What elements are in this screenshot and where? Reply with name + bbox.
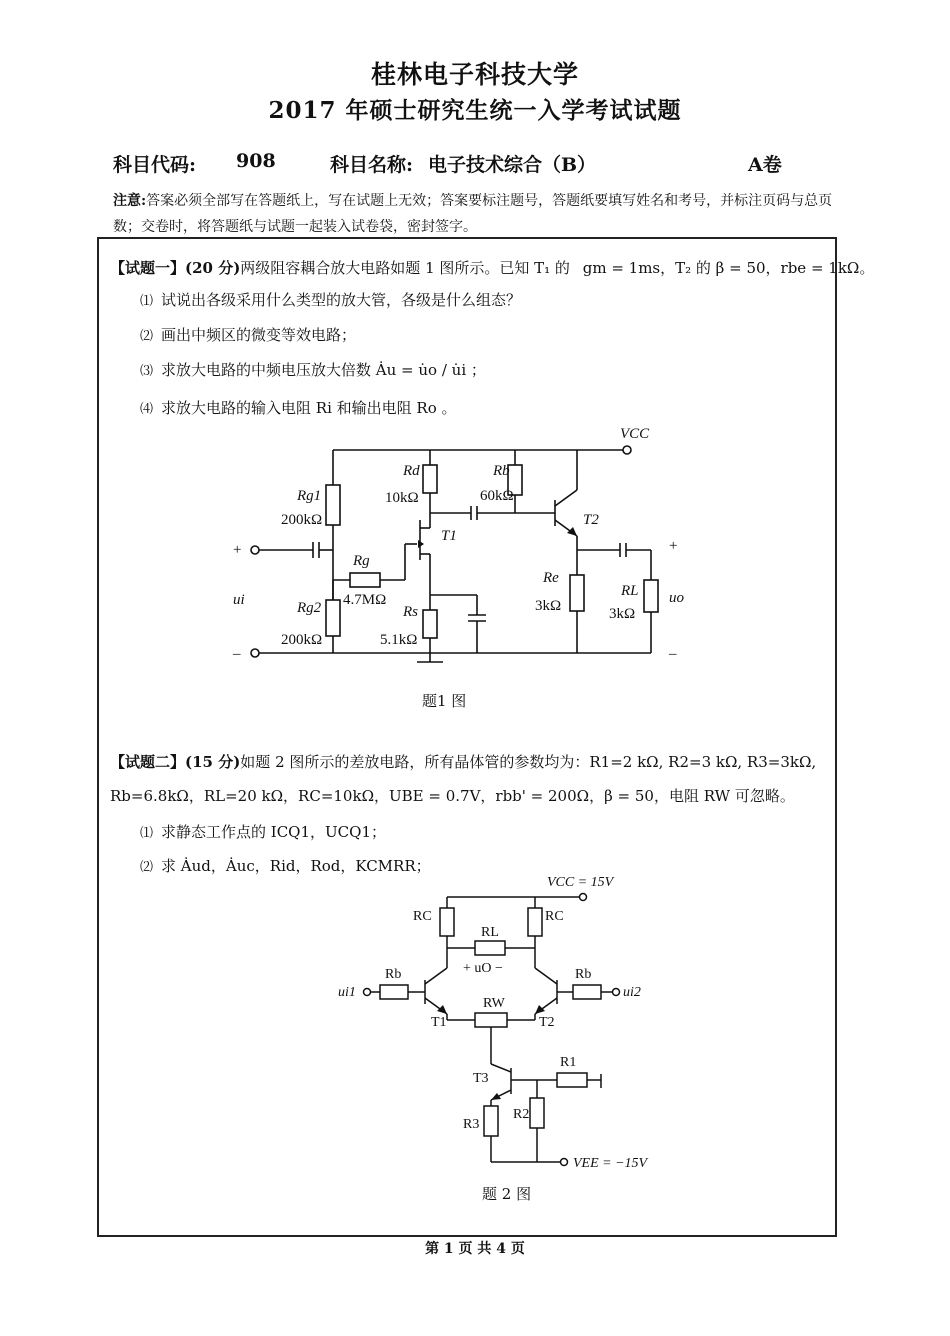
subject-code-label: 科目代码: (113, 154, 197, 176)
fig2-rb-left: Rb (385, 967, 402, 982)
fig2-r3: R3 (463, 1117, 480, 1132)
fig2-t3: T3 (473, 1071, 489, 1086)
q1-stem-text: 两级阻容耦合放大电路如题 1 图所示。已知 T₁ 的 (240, 259, 570, 277)
fig1-rg1: Rg1 (297, 488, 322, 504)
fig1-ui: ui (233, 592, 245, 608)
q1-label: 【试题一】(20 分) (110, 259, 241, 277)
fig1-rl: RL (621, 583, 639, 599)
q1-stem (110, 258, 874, 278)
fig1-rg1-val: 200kΩ (281, 512, 323, 528)
fig1-rg: Rg (353, 553, 370, 569)
subject-name-label: 科目名称: (330, 154, 414, 176)
notice (113, 188, 833, 240)
fig1-rd-val: 10kΩ (385, 490, 419, 506)
fig1-re: Re (543, 570, 559, 586)
paper-version: A卷 (748, 154, 782, 176)
fig2-rw: RW (483, 996, 505, 1011)
fig1-t2: T2 (583, 512, 599, 528)
figure2-circuit (335, 868, 665, 1183)
fig2-rb-right: Rb (575, 967, 592, 982)
fig1-rg2: Rg2 (297, 600, 322, 616)
figure1-caption: 题1 图 (422, 692, 467, 710)
fig1-rb-val: 60kΩ (480, 488, 514, 504)
fig2-ui1: ui1 (338, 985, 356, 1000)
fig1-rb: Rb (493, 463, 510, 479)
fig1-minus-in: – (233, 646, 241, 662)
notice-label: 注意: (113, 193, 147, 209)
fig2-rc-left: RC (413, 909, 432, 924)
fig2-rc-right: RC (545, 909, 564, 924)
q1-item: ⑵ 画出中频区的微变等效电路； (140, 326, 357, 344)
fig1-t1: T1 (441, 528, 457, 544)
figure2-caption: 题 2 图 (482, 1185, 532, 1203)
q1-params: gm = 1ms，T₂ 的 β = 50，rbe = 1kΩ。 (582, 259, 875, 277)
fig1-uo: uo (669, 590, 684, 606)
q2-stem2: Rb=6.8kΩ，RL=20 kΩ，RC=10kΩ，UBE = 0.7V，rbb' = 200Ω，β = 50，电阻 RW 可忽略。 (110, 787, 795, 805)
subject-name: 电子技术综合（B） (428, 154, 597, 176)
fig2-vcc: VCC = 15V (547, 875, 614, 890)
fig1-re-val: 3kΩ (535, 598, 562, 614)
q1-item: ⑷ 求放大电路的输入电阻 Ri 和输出电阻 Ro 。 (140, 399, 457, 417)
fig1-vcc: VCC (620, 426, 650, 442)
fig2-t1: T1 (431, 1015, 447, 1030)
q2-item: ⑵ 求 Ȧud，Ȧuc，Rid，Rod，KCMRR； (140, 857, 431, 875)
fig1-plus-in: + (233, 542, 242, 558)
fig2-vee: VEE = −15V (573, 1156, 648, 1171)
fig1-rs: Rs (403, 604, 418, 620)
fig2-rl: RL (481, 925, 499, 940)
fig1-plus-out: + (669, 538, 678, 554)
fig1-rd: Rd (403, 463, 420, 479)
fig2-r1: R1 (560, 1055, 577, 1070)
q2-item: ⑴ 求静态工作点的 ICQ1，UCQ1； (140, 823, 386, 841)
notice-text: 答案必须全部写在答题纸上，写在试题上无效；答案要标注题号，答题纸要填写姓名和考号，并标注页码与总页数；交卷时，将答题纸与试题一起装入试卷袋，密封签字。 (113, 193, 833, 235)
q2-stem-text: 如题 2 图所示的差放电路，所有晶体管的参数均为：R1=2 kΩ, R2=3 kΩ, R3=3kΩ, (240, 753, 817, 771)
fig2-ui2: ui2 (623, 985, 641, 1000)
fig2-uo: + uO − (463, 961, 503, 976)
q1-item: ⑶ 求放大电路的中频电压放大倍数 Ȧu = u̇o / u̇i ； (140, 361, 486, 379)
fig1-rg2-val: 200kΩ (281, 632, 323, 648)
figure1-circuit (225, 420, 705, 685)
fig1-rs-val: 5.1kΩ (380, 632, 418, 648)
fig1-rg-val: 4.7MΩ (343, 592, 387, 608)
university-title: 桂林电子科技大学 (370, 60, 579, 89)
fig2-r2: R2 (513, 1107, 530, 1122)
page-footer: 第 1 页 共 4 页 (425, 1241, 525, 1257)
q2-label: 【试题二】(15 分) (110, 753, 241, 771)
q1-item: ⑴ 试说出各级采用什么类型的放大管，各级是什么组态？ (140, 291, 522, 309)
q2-stem (110, 752, 816, 772)
fig1-rl-val: 3kΩ (609, 606, 636, 622)
fig1-minus-out: – (669, 646, 677, 662)
exam-title: 2017 年硕士研究生统一入学考试试题 (268, 97, 682, 124)
fig2-t2: T2 (539, 1015, 555, 1030)
subject-code: 908 (236, 150, 276, 172)
